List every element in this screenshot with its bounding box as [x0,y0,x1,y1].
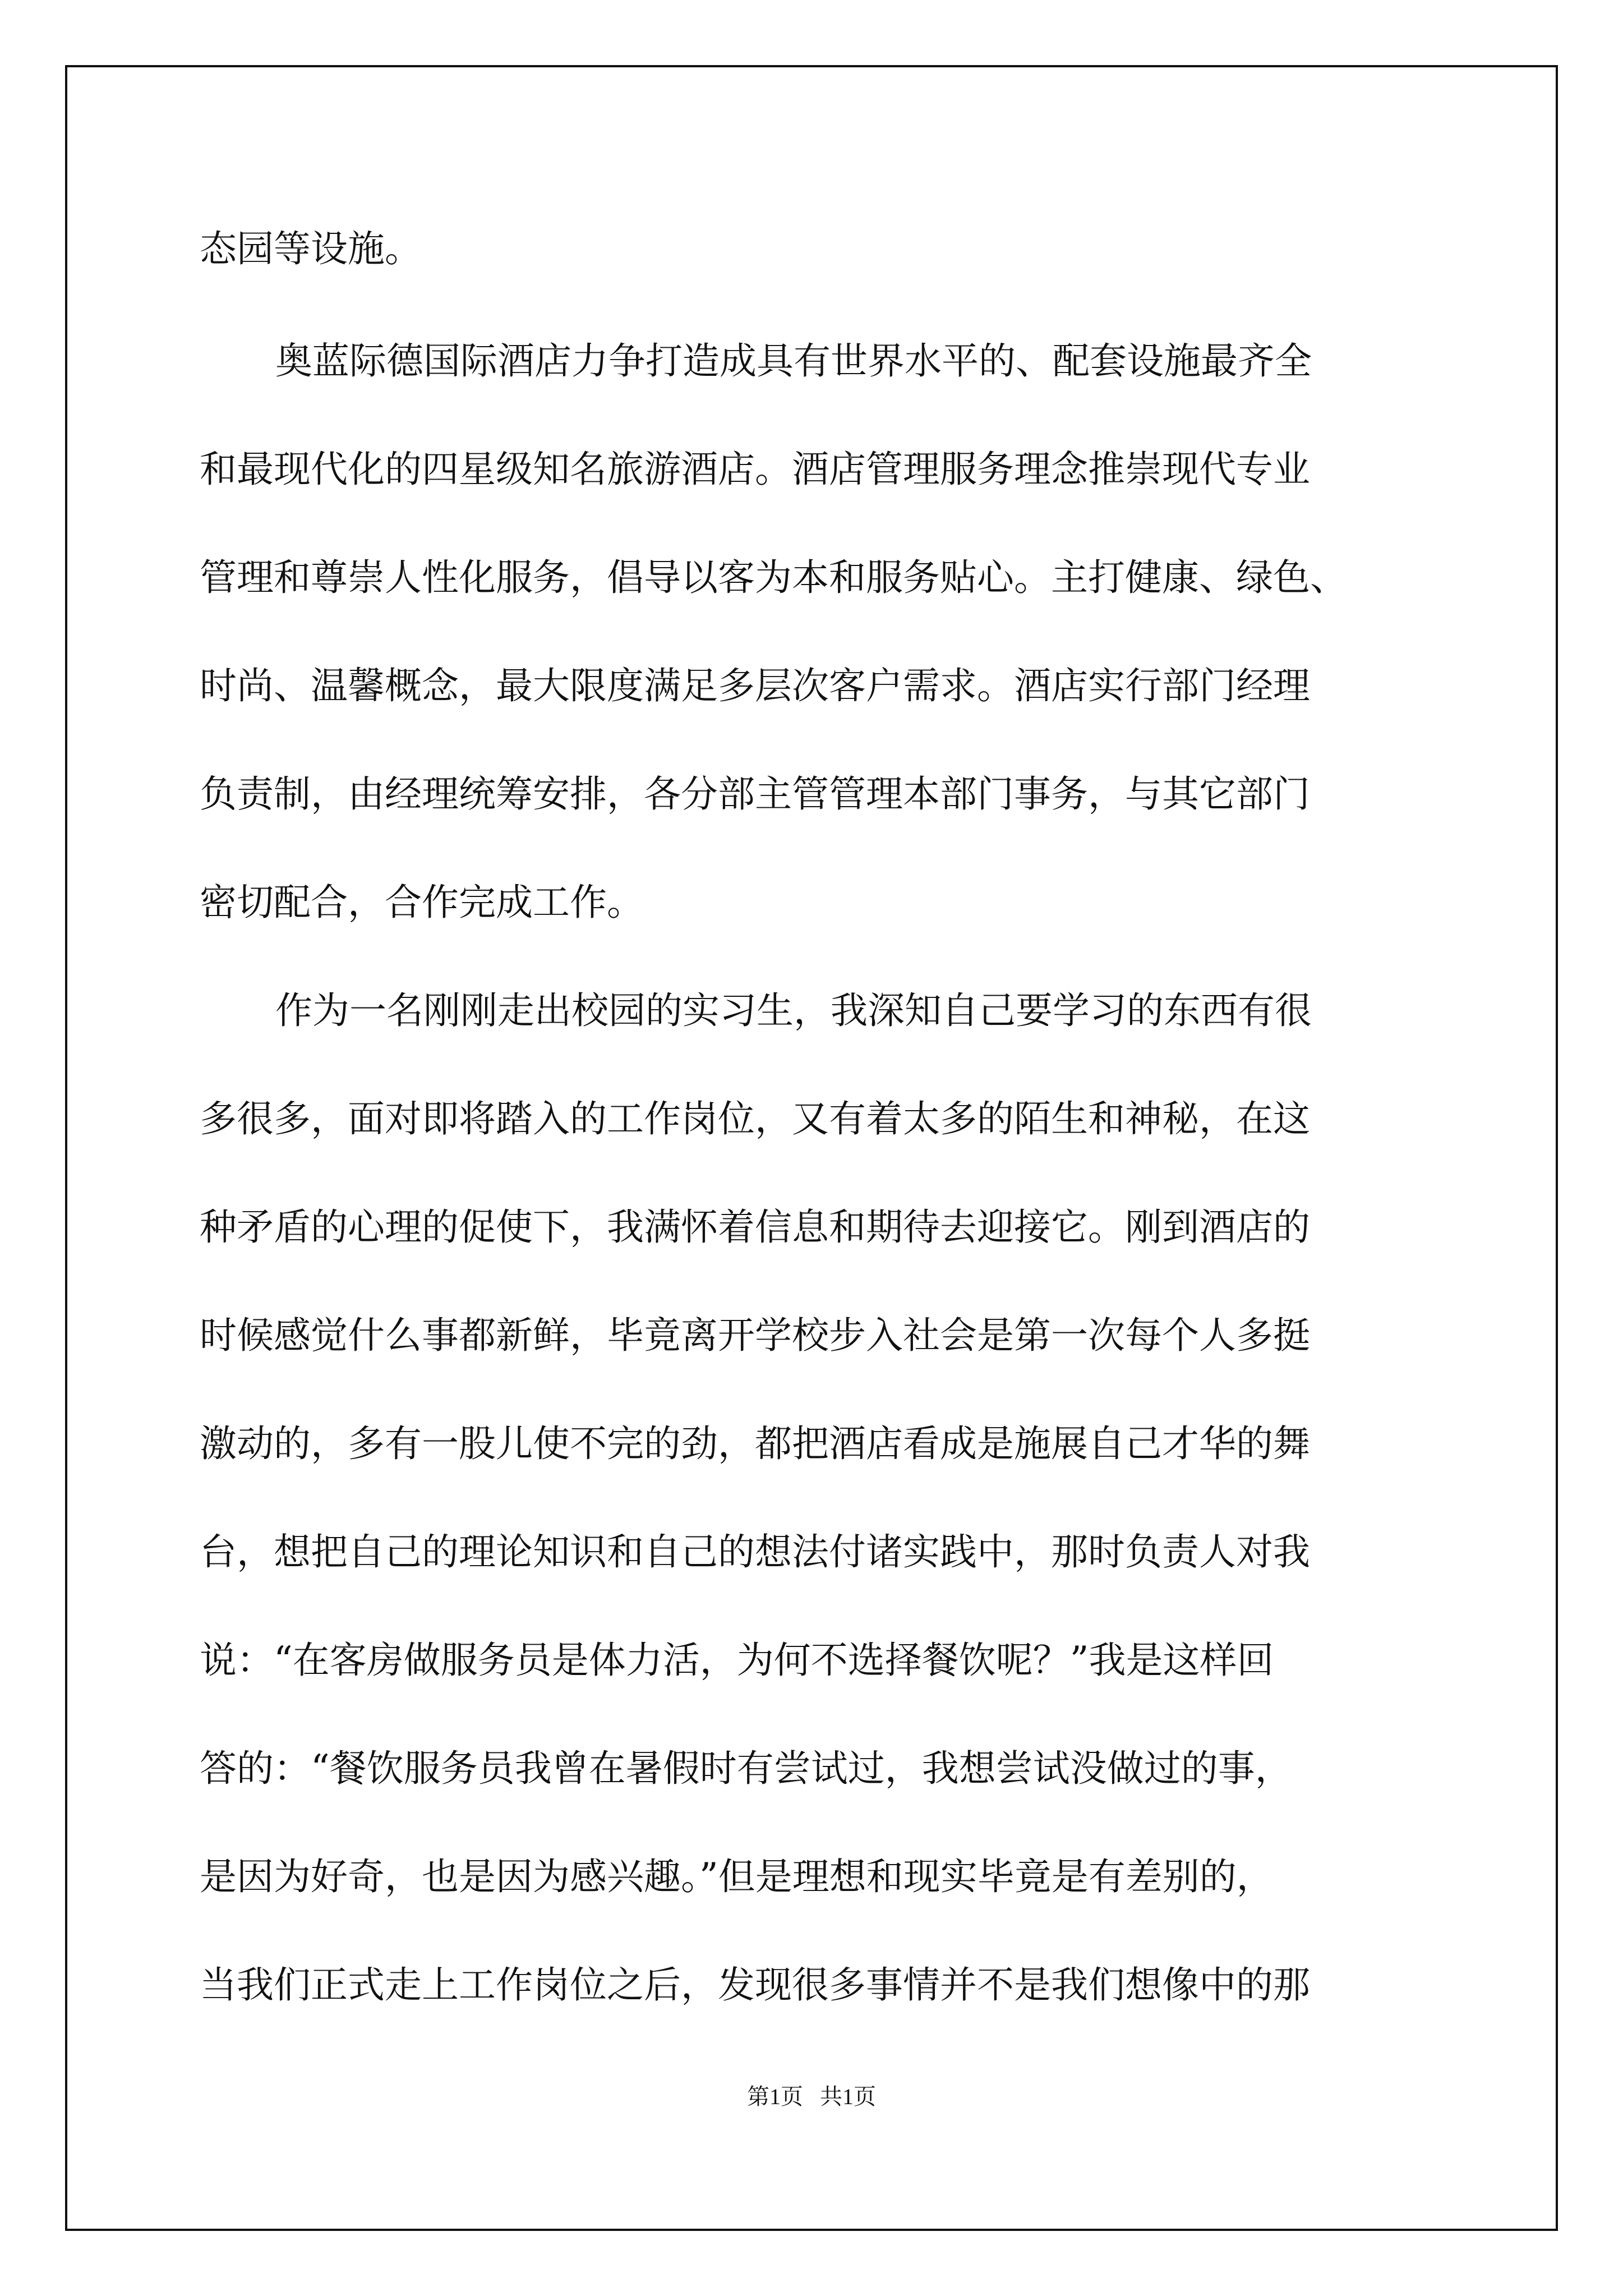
text-line: 态园等设施。 [200,227,422,270]
text-line: 多很多，面对即将踏入的工作岗位，又有着太多的陌生和神秘，在这 [200,1097,1310,1140]
text-line: 激动的，多有一股儿使不完的劲，都把酒店看成是施展自己才华的舞 [200,1422,1310,1465]
text-line: 当我们正式走上工作岗位之后，发现很多事情并不是我们想像中的那 [200,1963,1310,2007]
text-line: 台，想把自己的理论知识和自己的想法付诸实践中，那时负责人对我 [200,1530,1310,1573]
text-line: 是因为好奇，也是因为感兴趣。”但是理想和现实毕竟是有差别的， [200,1855,1274,1898]
text-line: 时候感觉什么事都新鲜，毕竟离开学校步入社会是第一次每个人多挺 [200,1314,1310,1357]
text-line: 答的：“餐饮服务员我曾在暑假时有尝试过，我想尝试没做过的事， [200,1747,1292,1790]
text-line: 种矛盾的心理的促使下，我满怀着信息和期待去迎接它。刚到酒店的 [200,1205,1310,1249]
paragraph-start-line: 作为一名刚刚走出校园的实习生，我深知自己要学习的东西有很 [275,989,1312,1032]
text-line: 和最现代化的四星级知名旅游酒店。酒店管理服务理念推崇现代专业 [200,448,1310,491]
text-line: 负责制，由经理统筹安排，各分部主管管理本部门事务，与其它部门 [200,772,1310,816]
text-line: 说：“在客房做服务员是体力活，为何不选择餐饮呢？”我是这样回 [200,1639,1274,1682]
text-line: 时尚、温馨概念，最大限度满足多层次客户需求。酒店实行部门经理 [200,664,1310,707]
text-line: 密切配合，合作完成工作。 [200,881,644,924]
text-line: 管理和尊崇人性化服务，倡导以客为本和服务贴心。主打健康、绿色、 [200,556,1347,599]
paragraph-start-line: 奥蓝际德国际酒店力争打造成具有世界水平的、配套设施最齐全 [275,339,1312,383]
page-footer: 第1页 共1页 [747,2084,876,2109]
page-border [65,65,1558,2231]
